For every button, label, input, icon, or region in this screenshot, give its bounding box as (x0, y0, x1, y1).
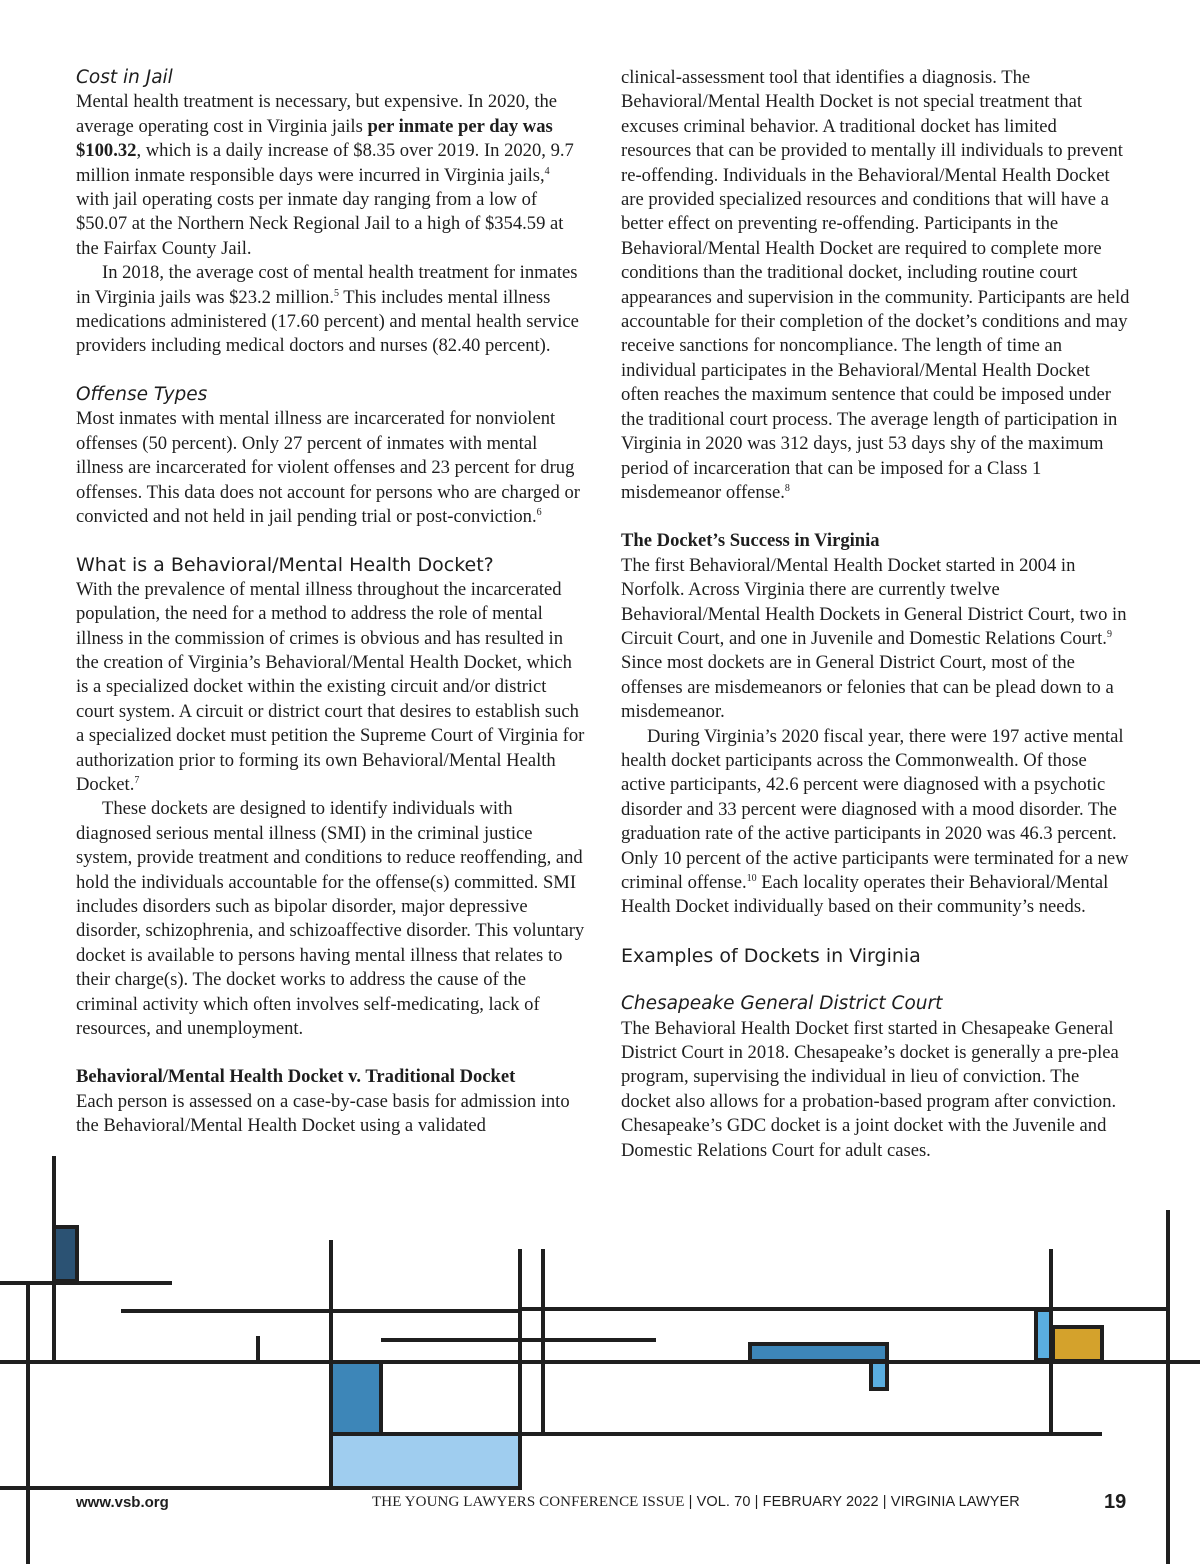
footer-website[interactable]: www.vsb.org (76, 1494, 169, 1511)
cost-highlight: per inmate per day was $100.32 (76, 115, 553, 162)
footnote-ref-4: 4 (544, 165, 550, 177)
right-column (621, 66, 1131, 1163)
footer-magazine: VIRGINIA LAWYER (890, 1494, 1020, 1510)
chesapeake-paragraph: The Behavioral Health Docket first started in Chesapeake General District Court in 2018. Chesapeake’s docket is generally a pre-plea program, supervising the individual in lieu of conviction. The docket also allows for a probation-based program after conviction. Chesapeake’s GDC docket is a joint docket with the Juvenile and Domestic Relations Court for adult cases. (621, 1017, 1119, 1161)
docket-vs-traditional-heading: Behavioral/Mental Health Docket v. Traditional Docket (76, 1066, 516, 1088)
vs-paragraph: Each person is assessed on a case-by-case basis for admission into the Behavioral/Mental Health Docket using a validated (76, 1090, 570, 1137)
light-blue-block (331, 1434, 520, 1488)
docket-success-heading: The Docket’s Success in Virginia (621, 530, 880, 552)
chesapeake-heading: Chesapeake General District Court (621, 993, 943, 1015)
offense-paragraph: Most inmates with mental illness are incarcerated for nonviolent offenses (50 percent). Only 27 percent of inmates with mental illness are incarcerated for violent offenses and 23 percent for drug offenses. This data does not account for persons who are charged or convicted and not held in jail pending trial or post-conviction.$^6$ (76, 408, 580, 527)
success-paragraph-1: The first Behavioral/Mental Health Docket started in 2004 in Norfolk. Across Virginia there are currently twelve Behavioral/Mental Health Dockets in General District Court, two in Circuit Court, and one in Juvenile and Domestic Relations Court.$^9$ Since most dockets are in General District Court, most of the offenses are misdemeanors or felonies that can be plead down to a misdemeanor. (621, 554, 1127, 723)
what-paragraph-1: With the prevalence of mental illness throughout the incarcerated population, the need for a method to address the role of mental illness in the commission of crimes is obvious and has resulted in the creation of Virginia’s Behavioral/Mental Health Docket, which is a specialized docket within the existing circuit and/or district court system. A circuit or district court that desires to establish such a specialized docket must petition the Supreme Court of Virginia for authorization prior to forming its own Behavioral/Mental Health Docket.$^7$ (76, 578, 585, 795)
mid-blue-block (331, 1362, 381, 1434)
footer-issue: THE YOUNG LAWYERS CONFERENCE ISSUE (372, 1494, 685, 1510)
continued-paragraph: clinical-assessment tool that identifies a diagnosis. The Behavioral/Mental Health Docket is not special treatment that excuses criminal behavior. A traditional docket has limited resources that can be provided to mentally ill individuals to prevent re-offending. Individuals in the Behavioral/Mental Health Docket are provided specialized resources and conditions that will have a better effect on preventing re-offending. Participants in the Behavioral/Mental Health Docket are required to complete more conditions than the traditional docket, including routine court appearances and supervision in the community. Participants are held accountable for their completion of the docket’s conditions and may receive sanctions for noncompliance. The length of time an individual participates in the Behavioral/Mental Health Docket often reaches the maximum sentence that could be imposed under the traditional court process. The average length of participation in Virginia in 2020 was 312 days, just 53 days shy of the maximum period of incarceration that can be imposed for a Class 1 misdemeanor offense.$^8$ (621, 67, 1130, 503)
blue-bar (750, 1344, 887, 1361)
footnote-ref-10: 10 (746, 873, 757, 884)
left-column (76, 66, 586, 1139)
gold-block (1053, 1327, 1102, 1361)
examples-heading: Examples of Dockets in Virginia (621, 944, 921, 967)
page-number: 19 (1104, 1491, 1127, 1513)
sky-blue-block (1036, 1310, 1051, 1360)
footer-issue-line: THE YOUNG LAWYERS CONFERENCE ISSUE | VOL. 70 | FEBRUARY 2022 | VIRGINIA LAWYER (372, 1494, 1020, 1510)
footer-date: FEBRUARY 2022 (762, 1494, 879, 1510)
offense-types-heading: Offense Types (76, 383, 208, 405)
navy-block (54, 1227, 77, 1281)
footnote-ref-7: 7 (134, 774, 140, 786)
cost-in-jail-heading: Cost in Jail (76, 67, 173, 88)
footnote-ref-8: 8 (784, 482, 790, 494)
footnote-ref-5: 5 (334, 287, 339, 299)
what-is-docket-heading: What is a Behavioral/Mental Health Docket? (76, 554, 494, 577)
cost-paragraph-1: Mental health treatment is necessary, but expensive. In 2020, the average operating cost in Virginia jails per inmate per day was $100.32, which is a daily increase of $8.35 over 2019. In 2020, 9.7 million inmate responsible days were incurred in Virginia jails,$^4$ with jail operating costs per inmate day ranging from a low of $50.07 at the Northern Neck Regional Jail to a high of $354.59 at the Fairfax County Jail. (76, 91, 574, 259)
footer-volume: VOL. 70 (696, 1494, 751, 1510)
success-paragraph-2: During Virginia’s 2020 fiscal year, there were 197 active mental health docket participants across the Commonwealth. Of those active participants, 42.6 percent were diagnosed with a psychotic disorder and 33 percent were diagnosed with a mood disorder. The graduation rate of the active participants in 2020 was 46.3 percent. Only 10 percent of the active participants were terminated for a new criminal offense.$^{10}$ Each locality operates their Behavioral/Mental Health Docket individually based on their community’s needs. (621, 725, 1129, 918)
footnote-ref-6: 6 (536, 506, 542, 518)
what-paragraph-2: These dockets are designed to identify individuals with diagnosed serious mental illness (SMI) in the criminal justice system, provide treatment and conditions to reduce reoffending, and hold the individuals accountable for the offense(s) committed. SMI includes disorders such as bipolar disorder, major depressive disorder, schizophrenia, and schizoaffective disorder. This voluntary docket is available to persons having mental illness that relates to their charge(s). The docket works to address the cause of the criminal activity which often involves self-medicating, lack of resources, and unemployment. (76, 798, 585, 1040)
footnote-ref-9: 9 (1106, 628, 1112, 640)
cost-paragraph-2: In 2018, the average cost of mental health treatment for inmates in Virginia jails was $23.2 million.$^5$ This includes mental illness medications administered (17.60 percent) and mental health service providers including medical doctors and nurses (82.40 percent). (76, 262, 579, 357)
small-blue-block (871, 1361, 887, 1389)
